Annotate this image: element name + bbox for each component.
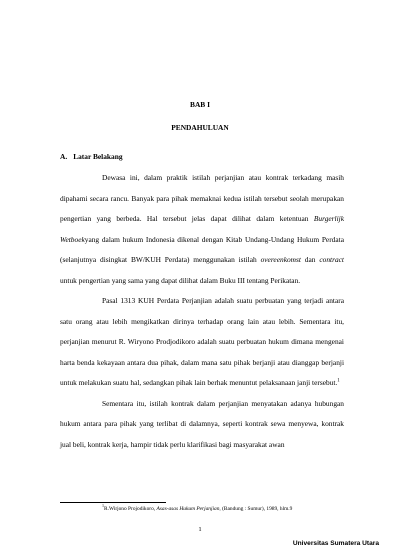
chapter-number: BAB I (190, 100, 210, 109)
footnote (60, 503, 344, 512)
footnote-divider (60, 502, 166, 503)
paragraph-1 (60, 168, 344, 291)
institution-footer: Universitas Sumatera Utara (292, 540, 379, 547)
term-burgerlijk-wetboek: Burgerlijk Wetboek (60, 214, 344, 244)
term-contract: contract (319, 255, 344, 264)
footnote-reference: 1 (337, 378, 340, 384)
paragraph-1-text-b: yang dalam hukum Indonesia dikenal dengan Kitab Undang-Undang Hukum Perdata (selanjutnya disingkat BW/KUH Perdata) menggunakan istilah (60, 234, 344, 264)
chapter-title: PENDAHULUAN (171, 123, 229, 132)
section-heading (60, 152, 123, 161)
paragraph-3-text: Sementara itu, istilah kontrak dalam perjanjian menyatakan adanya hubungan hukum antara para pihak yang terlibat di dalamnya, seperti kontrak sewa menyewa, kontrak jual beli, kontrak kerja, hampir tidak perlu klarifikasi bagi masyarakat awan (60, 398, 344, 449)
footnote-publication: , (Bandung : Sumur), 1989, hlm.9 (219, 506, 293, 512)
body-text (60, 168, 344, 455)
paragraph-2 (60, 291, 344, 394)
footnote-book-title: Asas-asas Hukum Perjanjian (156, 506, 220, 512)
section-letter: A. (60, 152, 68, 161)
paragraph-1-text-c: dan (300, 255, 320, 264)
paragraph-1-text-a: Dewasa ini, dalam praktik istilah perjanjian atau kontrak terkadang masih dipahami secara rancu. Banyak para pihak memaknai kedua istilah tersebut seolah merupakan pengertian yang berbeda. Hal tersebut jelas dapat dilihat dalam ketentuan (60, 173, 344, 223)
paragraph-1-text-d: untuk pengertian yang sama yang dapat dilihat dalam Buku III tentang Perikatan. (60, 275, 301, 285)
term-overeenkomst: overeenkomst (260, 255, 301, 264)
footnote-marker: 1 (102, 503, 104, 509)
section-title: Latar Belakang (73, 152, 123, 161)
footnote-author: R.Wirjono Projodikoro, (104, 506, 157, 512)
paragraph-2-text: Pasal 1313 KUH Perdata Perjanjian adalah suatu perbuatan yang terjadi antara satu orang atau lebih mengikatkan dirinya terhadap orang lain atau lebih. Sementara itu, perjanjian menurut R. Wiryono Prodjodikoro adalah suatu perbuatan hukum dimana mengenai harta benda kekayaan antara dua pihak, dalam mana satu pihak berjanji atau dianggap berjanji untuk melakukan suatu hal, sedangkan pihak lain berhak menuntut pelaksanaan janji tersebut. (60, 296, 344, 387)
page-number: 1 (198, 526, 202, 533)
paragraph-3 (60, 394, 344, 456)
